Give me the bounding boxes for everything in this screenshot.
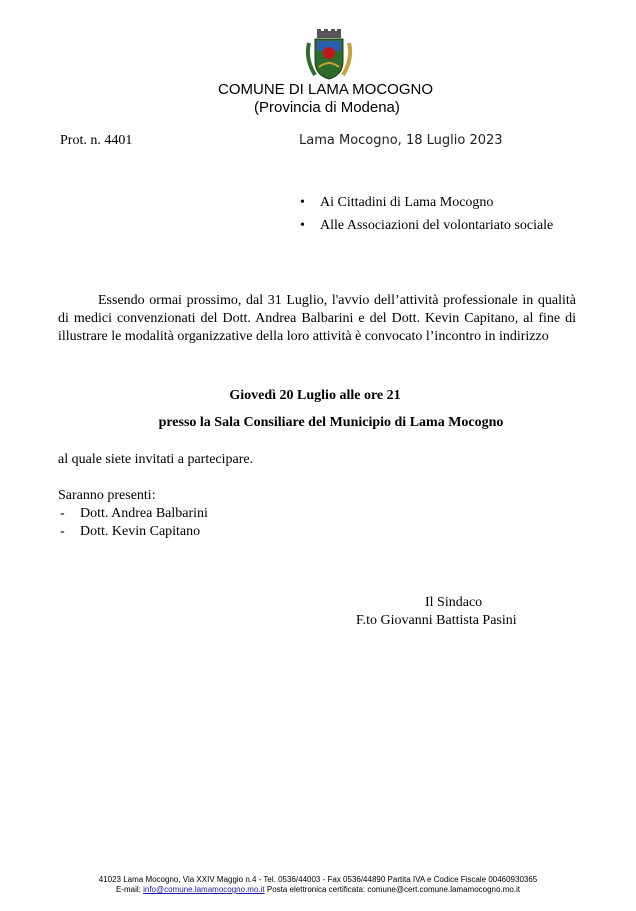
list-item: - Dott. Andrea Balbarini [58,505,208,523]
event-date: Giovedì 20 Luglio alle ore 21 [229,388,401,403]
list-item: - Dott. Kevin Capitano [58,523,208,541]
municipal-coat-of-arms-icon [303,29,355,81]
email-link[interactable]: info@comune.lamamocogno.mo.it [143,885,265,894]
protocol-number: Prot. n. 4401 [60,133,133,148]
province: (Provincia di Modena) [254,99,400,116]
signature-name: F.to Giovanni Battista Pasini [356,613,517,628]
pec-label: Posta elettronica certificata: [266,885,366,894]
place-date: Lama Mocogno, 18 Luglio 2023 [299,133,503,148]
body-paragraph: Essendo ormai prossimo, dal 31 Luglio, l'avvio dell’attività professionale in qualità di medici convenzionati del Dott. Andrea Balbarini e del Dott. Kevin Capitano, al fine di illustrare le modalità organizzative della loro attività è convocato l’incontro in indirizzo [58,293,576,344]
list-item: • Ai Cittadini di Lama Mocogno [300,194,553,217]
footer-contacts [0,885,636,895]
recipient-list [300,194,553,240]
org-name: COMUNE DI LAMA MOCOGNO [218,81,434,98]
email-label: E-mail: [115,885,141,894]
footer [0,875,636,895]
signature-role: Il Sindaco [425,595,483,610]
present-label: Saranno presenti: [58,488,156,503]
attendee-list [58,505,208,541]
pec-address: comune@cert.comune.lamamocogno.mo.it [367,885,521,894]
closing-line: al quale siete invitati a partecipare. [58,452,254,467]
list-item: • Alle Associazioni del volontariato sociale [300,217,553,240]
event-location: presso la Sala Consiliare del Municipio di Lama Mocogno [158,415,504,430]
footer-address: 41023 Lama Mocogno, Via XXIV Maggio n.4 - Tel. 0536/44003 - Fax 0536/44890 Partita IVA e Codice Fiscale 00460930365 [98,875,538,884]
